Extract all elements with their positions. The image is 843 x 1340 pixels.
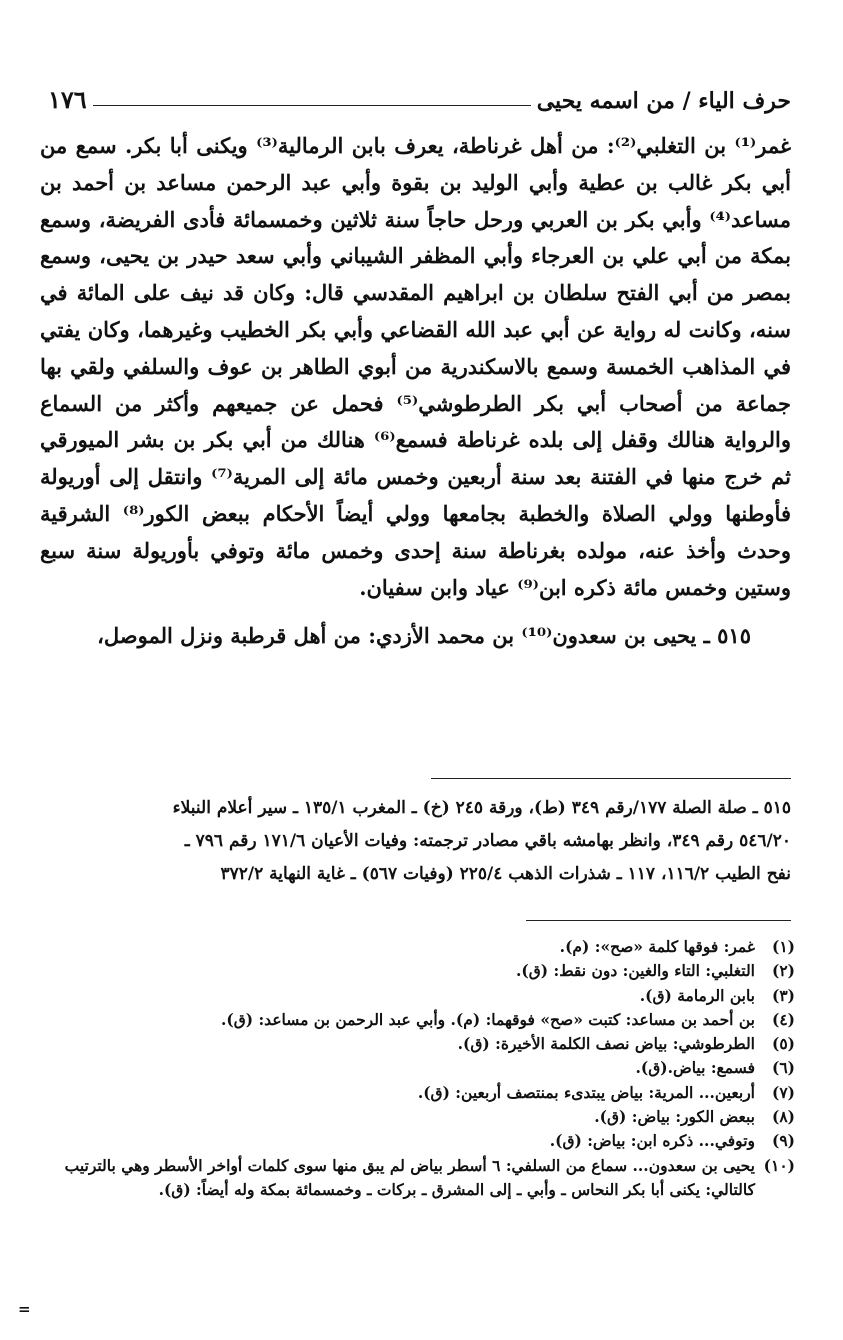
footnote-text: أربعين... المرية: بياض يبتدىء بمنتصف أربعين: (ق). (417, 1082, 755, 1102)
footnote-item (28, 1008, 795, 1032)
page-header (38, 80, 791, 114)
footnote-number: (٣) (771, 985, 795, 1005)
footnote-text: التغلبي: التاء والغين: دون نقط: (ق). (516, 961, 755, 981)
header-rule (93, 105, 531, 106)
page-number: ١٧٦ (48, 85, 87, 114)
footnote-item (28, 1032, 795, 1056)
footnote-number: (٦) (771, 1058, 795, 1078)
footnote-text: ببعض الكور: بياض: (ق). (594, 1107, 755, 1127)
footnote-number: (١) (771, 937, 795, 956)
footnote-item (28, 959, 795, 983)
footnote-text: بابن الرمامة (ق). (639, 985, 755, 1005)
footnote-item (28, 935, 795, 959)
footnote-number: (٨) (771, 1107, 795, 1127)
source-notes-line: ٥٤٦/٢٠ رقم ٣٤٩، وانظر بهامشه باقي مصادر ترجمته: وفيات الأعيان ١٧١/٦ رقم ٧٩٦ ـ (184, 831, 791, 851)
running-title: حرف الياء / من اسمه يحيى (536, 88, 791, 114)
footnote-item (28, 984, 795, 1008)
footnote-text: فسمع: بياض.(ق). (635, 1058, 755, 1078)
footnote-item (28, 1129, 795, 1153)
footnotes-list (28, 935, 795, 1202)
source-notes-line: نفح الطيب ١١٦/٢، ١١٧ ـ شذرات الذهب ٢٢٥/٤ (وفيات ٥٦٧) ـ غاية النهاية ٣٧٢/٢ (220, 864, 791, 884)
continuation-mark: = (18, 1300, 31, 1318)
footnote-text: يحيى بن سعدون... سماع من السلفي: ٦ أسطر بياض لم يبق منها سوى كلمات أواخر الأسطر وهي بالترتيب كالتالي: يكنى أبا بكر النحاس ـ وأبي ـ إلى المشرق ـ بركات ـ وخمسمائة بمكة وله أيضاً: (ق). (64, 1155, 755, 1199)
entry-515-paragraph: ٥١٥ ـ يحيى بن سعدون⁽¹⁰⁾ بن محمد الأزدي: من أهل قرطبة ونزل الموصل، (97, 623, 751, 649)
source-notes-line: ٥١٥ ـ صلة الصلة ١٧٧/رقم ٣٤٩ (ط)، ورقة ٢٤٥ (خ) ـ المغرب ١٣٥/١ ـ سير أعلام النبلاء (172, 798, 791, 818)
footnote-number: (٤) (771, 1009, 795, 1029)
entry-514-paragraph: غمر⁽¹⁾ بن التغلبي⁽²⁾: من أهل غرناطة، يعرف بابن الرمالية⁽³⁾ ويكنى أبا بكر. سمع من أبي بكر غالب بن عطية وأبي الوليد بن بقوة وأبي عبد الرحمن مساعد بن أحمد بن مساعد⁽⁴⁾ وأبي بكر بن العربي ورحل حاجاً سنة ثلاثين وخمسمائة فأدى الفريضة، وسمع بمكة من أبي علي بن العرجاء وأبي المظفر الشيباني وأبي سعد حيدر بن يحيى، وسمع بمصر من أبي الفتح سلطان بن ابراهيم المقدسي قال: وكان قد نيف على المائة في سنه، وكانت له رواية عن أبي عبد الله القضاعي وأبي بكر الخطيب وغيرهما، وكان يفتي في المذاهب الخمسة وسمع بالاسكندرية من أبوي الطاهر بن عوف والسلفي ولقي بها جماعة من أصحاب أبي بكر الطرطوشي⁽⁵⁾ فحمل عن جميعهم وأكثر من السماع والرواية هنالك وقفل إلى بلده غرناطة فسمع⁽⁶⁾ هنالك من أبي بكر بن بشر الميورقي ثم خرج منها في الفتنة بعد سنة أربعين وخمس مائة إلى المرية⁽⁷⁾ وانتقل إلى أوريولة فأوطنها وولي الصلاة والخطبة بجامعها وولي أيضاً الأحكام ببعض الكور⁽⁸⁾ الشرقية وحدث وأخذ عنه، مولده بغرناطة سنة إحدى وخمس مائة وتوفي بأوريولة سنة سبع وستين وخمس مائة ذكره ابن⁽⁹⁾ عياد وابن سفيان. (40, 133, 791, 600)
source-notes (38, 792, 791, 891)
footnote-number: (٥) (771, 1034, 795, 1054)
footnote-item (28, 1105, 795, 1129)
footnote-item (28, 1081, 795, 1105)
footnote-number: (١٠) (763, 1155, 795, 1175)
footnote-text: وتوفي... ذكره ابن: بياض: (ق). (549, 1131, 755, 1151)
main-text (40, 128, 791, 654)
footnote-text: الطرطوشي: بياض نصف الكلمة الأخيرة: (ق). (457, 1034, 755, 1054)
footnote-text: غمر: فوقها كلمة «صح»: (م). (559, 937, 755, 956)
footnotes-separator (526, 920, 791, 921)
footnote-number: (٩) (771, 1131, 795, 1151)
footnote-number: (٢) (771, 961, 795, 981)
footnote-item (28, 1056, 795, 1080)
footnote-text: بن أحمد بن مساعد: كتبت «صح» فوقهما: (م). وأبي عبد الرحمن بن مساعد: (ق). (220, 1009, 755, 1029)
footnote-item (28, 1154, 795, 1203)
sources-separator (431, 778, 791, 779)
footnote-number: (٧) (771, 1082, 795, 1102)
